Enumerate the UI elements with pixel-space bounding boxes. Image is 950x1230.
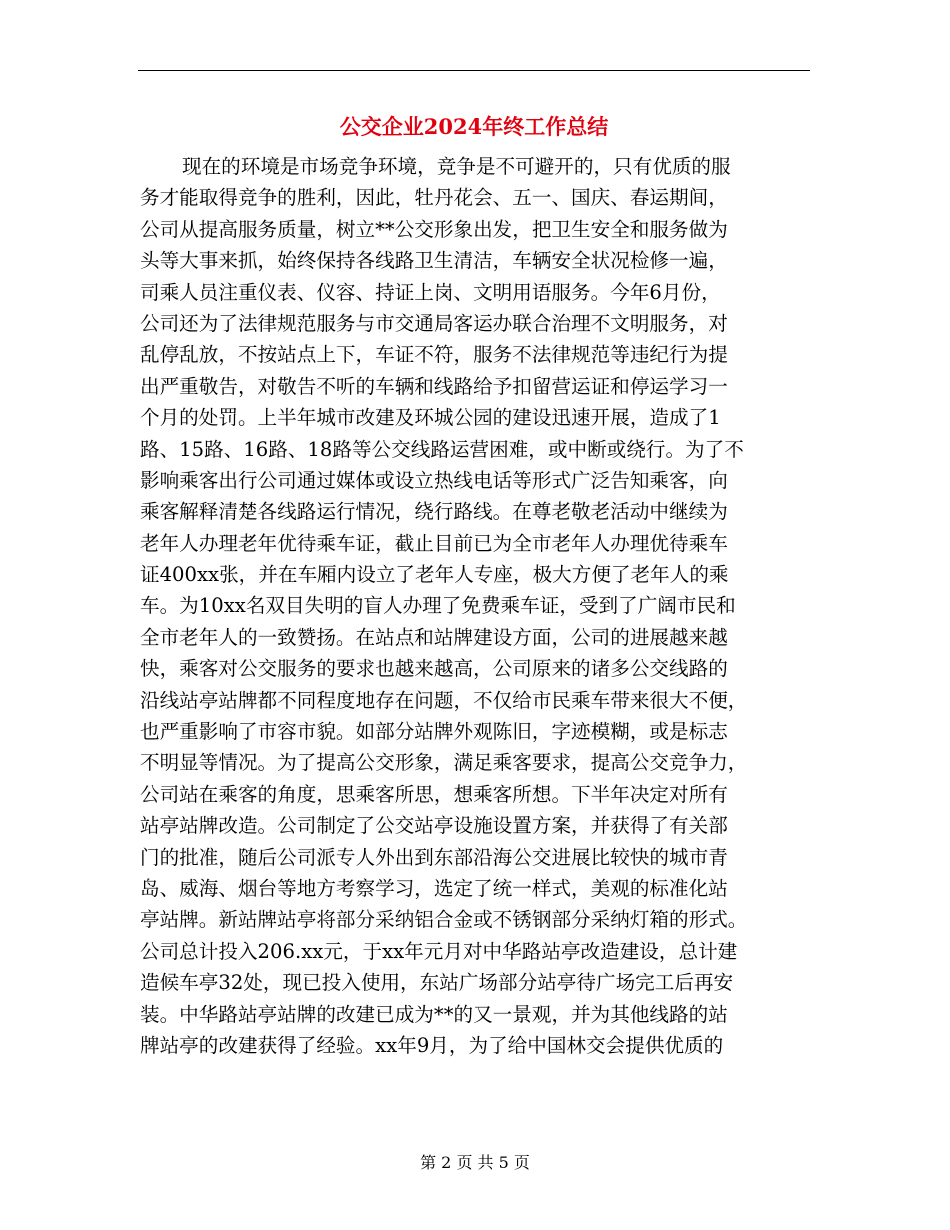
body-line: 亭站牌。新站牌站亭将部分采纳铝合金或不锈钢部分采纳灯箱的形式。	[140, 908, 748, 932]
body-line: 岛、威海、烟台等地方考察学习，选定了统一样式，美观的标准化站	[140, 876, 728, 900]
body-line: 影响乘客出行公司通过媒体或设立热线电话等形式广泛告知乘客，向	[140, 468, 728, 492]
body-line: 头等大事来抓，始终保持各线路卫生清洁，车辆安全状况检修一遍，	[140, 249, 728, 273]
body-line: 快，乘客对公交服务的要求也越来越高，公司原来的诸多公交线路的	[140, 657, 728, 681]
body-line: 老年人办理老年优待乘车证，截止目前已为全市老年人办理优待乘车	[140, 531, 728, 555]
header-rule	[138, 70, 810, 71]
body-line: 证400xx张，并在车厢内设立了老年人专座，极大方便了老年人的乘	[140, 563, 729, 587]
page-number-footer: 第 2 页 共 5 页	[420, 1153, 530, 1172]
body-line: 也严重影响了市容市貌。如部分站牌外观陈旧，字迹模糊，或是标志	[140, 720, 728, 744]
body-line: 现在的环境是市场竞争环境，竞争是不可避开的，只有优质的服	[182, 155, 731, 178]
body-line: 司乘人员注重仪表、仪容、持证上岗、文明用语服务。今年6月份，	[140, 280, 721, 304]
body-line: 门的批准，随后公司派专人外出到东部沿海公交进展比较快的城市青	[140, 845, 728, 869]
body-line: 公司还为了法律规范服务与市交通局客运办联合治理不文明服务，对	[140, 311, 728, 335]
body-line: 车。为10xx名双目失明的盲人办理了免费乘车证，受到了广阔市民和	[140, 594, 736, 618]
body-line: 站亭站牌改造。公司制定了公交站亭设施设置方案，并获得了有关部	[140, 814, 728, 838]
body-line: 公司总计投入206.xx元，于xx年元月对中华路站亭改造建设，总计建	[140, 939, 738, 963]
body-paragraph	[140, 151, 810, 1061]
body-line: 路、15路、16路、18路等公交线路运营困难，或中断或绕行。为了不	[140, 437, 744, 461]
body-line: 牌站亭的改建获得了经验。xx年9月，为了给中国林交会提供优质的	[140, 1033, 724, 1057]
body-line: 沿线站亭站牌都不同程度地存在问题，不仅给市民乘车带来很大不便，	[140, 688, 748, 712]
body-line: 不明显等情况。为了提高公交形象，满足乘客要求，提高公交竞争力，	[140, 751, 748, 775]
body-line: 公司从提高服务质量，树立**公交形象出发，把卫生安全和服务做为	[140, 217, 728, 241]
body-line: 乘客解释清楚各线路运行情况，绕行路线。在尊老敬老活动中继续为	[140, 500, 728, 524]
body-line: 全市老年人的一致赞扬。在站点和站牌建设方面，公司的进展越来越	[140, 625, 728, 649]
body-line: 公司站在乘客的角度，思乘客所思，想乘客所想。下半年决定对所有	[140, 782, 728, 806]
body-line: 乱停乱放，不按站点上下，车证不符，服务不法律规范等违纪行为提	[140, 343, 728, 367]
body-line: 造候车亭32处，现已投入使用，东站广场部分站亭待广场完工后再安	[140, 971, 734, 995]
body-line: 务才能取得竞争的胜利，因此，牡丹花会、五一、国庆、春运期间，	[140, 186, 728, 210]
body-line: 个月的处罚。上半年城市改建及环城公园的建设迅速开展，造成了1	[140, 406, 721, 430]
body-line: 出严重敬告，对敬告不听的车辆和线路给予扣留营运证和停运学习一	[140, 374, 728, 398]
body-line: 装。中华路站亭站牌的改建已成为**的又一景观，并为其他线路的站	[140, 1002, 728, 1026]
document-title: 公交企业2024年终工作总结	[339, 114, 609, 139]
